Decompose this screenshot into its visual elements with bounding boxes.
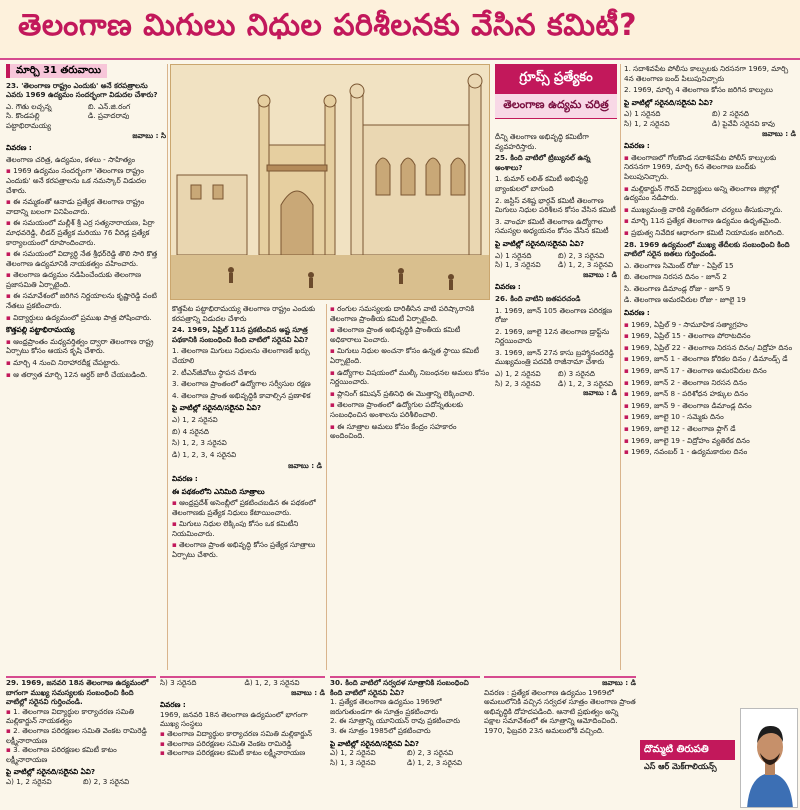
question-29-options xyxy=(6,777,156,787)
statement: 1. కుమార్ లలిత్ కమిటీ అభివృద్ధి బ్యాంకులలో బాగుంది xyxy=(495,174,589,193)
paragraph: ▪ తెలంగాణ ప్రాంత అభివృద్ధికి ప్రాంతీయ కమిటీ అధికారాలు పెంచారు. xyxy=(330,325,490,344)
column-2 xyxy=(172,304,322,670)
pair-item: సి. తెలంగాణ డిమాండ్ల రోజు - జూన్ 9 xyxy=(624,283,731,293)
explanation-bullet: ▪ ఆంధ్రప్రదేశ్ అసెంబ్లీలో ప్రకటించబడిన ఈ పథకంలో తెలంగాణకు ప్రత్యేక నిధులు కేటాయించారు. xyxy=(172,498,322,517)
option-b: బి) 4 సరైనది xyxy=(172,426,209,436)
answer-23: జవాబు : సి xyxy=(132,130,166,140)
question-29-options-continued xyxy=(160,678,325,688)
paragraph: ▪ ఉద్యోగాల విషయంలో ముల్కీ నిబంధనల అమలు కోసం నిర్ణయించారు. xyxy=(330,368,490,387)
bottom-column-1 xyxy=(6,676,156,810)
explanation-bullet: ▪ ఈ సమయంలో విద్యార్థి నేత శ్రీధర్‌రెడ్డి తొలి సారి కొత్త తెలంగాణ ఉద్యమానికి నాయకత్వం వహించారు. xyxy=(6,249,166,268)
statement: 2. ఈ సూత్రాన్ని యూనియన్ రావు ప్రకటించారు xyxy=(330,716,460,726)
pair-item: బి. తెలంగాణ నిరసన దినం - జూన్ 2 xyxy=(624,272,727,282)
column-divider xyxy=(326,304,327,670)
paragraph: ▪ రంగుల సమస్యలకు దారితీసిన వాటి పరిష్కారానికి తెలంగాణ ప్రాంతీయ కమిటీ ఏర్పాటైంది. xyxy=(330,304,490,323)
date-item: ▪ 1969, ఏప్రిల్ 15 - తెలంగాణ పోరాటదినం xyxy=(624,331,796,341)
date-item: ▪ 1969, జూన్ 17 - తెలంగాణ అమరవీరుల దినం xyxy=(624,366,796,376)
date-item: ▪ 1969, జూన్ 1 - తెలంగాణ కోరికల దినం / డిమాండ్స్ డే xyxy=(624,354,796,364)
column-divider xyxy=(167,64,168,670)
question-29: 29. 1969, జనవరి 18న తెలంగాణ ఉద్యమంలో బాగంగా ముఖ్య సమస్యలకు సంబంధించి కింది వాటిల్లో సరైనవి గుర్తించండి. xyxy=(6,678,149,707)
paragraph: ▪ ప్లానింగ్ కమిషన్ ప్రతినిధి ఈ మొత్తాన్ని లెక్కించాలి. xyxy=(330,389,490,399)
author-portrait xyxy=(741,709,798,808)
paragraph: ▪ మిగులు నిధుల అంచనా కోసం ఉన్నత స్థాయి కమిటీ ఏర్పాటైంది. xyxy=(330,346,490,365)
question-25: 25. కింది వాటిలో ట్రిబ్యునల్ ఉన్న అంశాలు? xyxy=(495,153,591,172)
question-24: 24. 1969, ఏప్రిల్ 11న ప్రకటించిన అష్ట సూత్ర పథకానికి సంబంధించి కింది వాటిలో సరైనవి ఏవి? xyxy=(172,325,309,344)
bottom-column-3 xyxy=(330,676,480,810)
question-26-options xyxy=(495,369,617,388)
explanation-bullet: ▪ ఈ నమ్మకంతో ఆనాడు ప్రత్యేక తెలంగాణ రాష్ట్రం వాదాన్ని బలంగా వినిపించారు. xyxy=(6,197,166,216)
statement: 4. తెలంగాణ ప్రాంత అభివృద్ధికి కావాల్సిన ప్రణాళిక xyxy=(172,390,311,400)
option-a: ఎ) 1, 2 సరైనవి xyxy=(330,748,376,758)
pair-item: 3. 1969, జూన్ 27న కాసు బ్రహ్మానందరెడ్డి ముఖ్యమంత్రి పదవికి రాజీనామా చేశారు xyxy=(495,347,614,367)
explanation-bullet: ▪ మార్చి 4 నుంచి నిరాహారదీక్ష చేపట్టారు. xyxy=(6,358,166,368)
option-a: ఎ) 1, 2 సరైనవి xyxy=(495,369,541,379)
question-26: 26. కింది వాటిని జతపరచండి xyxy=(495,293,581,303)
explanation-label: వివరణ : xyxy=(172,473,198,483)
explanation-bullet: ▪ ఈ సమావేశంలో జరిగిన నిర్ణయాలను కృష్ణారెడ్డి వంటి నేతలు ప్రకటించారు. xyxy=(6,291,166,310)
statement: 3. వాంఛూ కమిటీ తెలంగాణ ఉద్యోగాల సమస్యల అధ్యయనం కోసం వేసిన కమిటీ xyxy=(495,216,609,236)
statement: 1. తెలంగాణ మిగులు నిధులను తెలంగాణకే ఖర్చు చేయాలి xyxy=(172,346,310,365)
option-a: ఎ) 1 సరైనది xyxy=(624,109,661,119)
date-item: ▪ 1969, జూన్ 8 - పరిశోధన హక్కుల దినం xyxy=(624,389,796,399)
statement: ▪ 1. తెలంగాణ విద్యార్థుల కార్యాచరణ సమితి మల్లికార్జున్ నాయకత్వం xyxy=(6,707,156,726)
intro-text: దీన్ని తెలంగాణ అభివృద్ధి కమిటీగా వ్యవహరిస్తారు. xyxy=(495,132,589,151)
pair-item: 2. 1969, జూలై 12న తెలంగాణ డ్రాఫ్ట్‌ను నిర్ణయించారు xyxy=(495,326,610,346)
answer-29: జవాబు : డి xyxy=(291,687,325,697)
options-prompt: పై వాటిల్లో సరైనది/సరిైనవి ఏవి? xyxy=(172,403,262,413)
option-d: డి. ప్రవాదరావు xyxy=(88,111,130,121)
column-4 xyxy=(495,132,617,672)
question-30: 30. కింది వాటిలో సర్వదళ సూత్రానికి సంబంధించి కింది వాటిలో సరైనవి ఏవి? xyxy=(330,678,469,697)
option-c: సి) 1, 2, 3 సరైనవి xyxy=(172,438,227,448)
pair-item: డి. తెలంగాణ అమరవీరుల రోజు - జూలై 19 xyxy=(624,295,746,305)
answer-24: జవాబు : డి xyxy=(288,461,322,471)
explanation-label: వివరణ : xyxy=(624,141,650,151)
option-a: ఎ) 1, 2 సరైనవి xyxy=(6,776,52,786)
explanation-bullet: ▪ ప్రభుత్వ నివేదిక ఆధారంగా కమిటీ నియామకం జరిగింది. xyxy=(624,228,796,238)
option-c: సి) 1, 3 సరైనవి xyxy=(330,757,376,767)
column-divider xyxy=(620,64,621,670)
statement: 2. టీఎన్‌జీవోలు స్థాపన చేశారు xyxy=(172,367,257,377)
option-c: సి) 1, 3 సరైనవి xyxy=(495,260,541,270)
option-b: బి) 2, 3 సరైనవి xyxy=(83,776,130,786)
statement: 3. తెలంగాణ ప్రాంతంలో ఉద్యోగాల సర్వీసుల రక్షణ xyxy=(172,379,311,389)
explanation-bullet: ▪ తెలంగాణ ప్రాంత అభివృద్ధి కోసం ప్రత్యేక సూత్రాలు ఏర్పాటు చేశారు. xyxy=(172,540,322,559)
explanation-bullet: ▪ తెలంగాణ పరిరక్షణల కమిటీ కాటం లక్ష్మీనారాయణ xyxy=(160,748,325,758)
column-5 xyxy=(624,64,796,670)
question-23-options xyxy=(6,102,166,131)
pair-item: 1. 1969, జూన్ 105 తెలంగాణ పరిరక్షణ రోజు xyxy=(495,305,613,325)
explanation-label: వివరణ : xyxy=(6,143,32,153)
option-d: డి) 1, 2, 3, 4 సరైనవి xyxy=(172,449,237,459)
explanation-bullet: ▪ మిగులు నిధుల లెక్కింపు కోసం ఒక కమిటీని నియమించారు. xyxy=(172,519,322,538)
explanation-bullet: ▪ తెలంగాణలో గోలకొండ సదాశివపేట పోలీస్ కాల్పులకు నిరసనగా 1969, మార్చి 6న తెలంగాణ బంద్‌కు పిలుపునిచ్చారు. xyxy=(624,153,796,182)
statement: 3. ఈ సూత్రం 1985లో ప్రకటించారు xyxy=(330,725,431,735)
explanation-bullet: ▪ తెలంగాణ విద్యార్థుల కార్యాచరణ సమితి మల్లికార్జున్ xyxy=(160,729,325,739)
explanation-bullet: ▪ తెలంగాణ పరిరక్షణల సమితి వెంకట రామిరెడ్డి xyxy=(160,739,325,749)
statement: 2. జస్టిస్ వశిష్ట భార్గవ్ కమిటీ తెలంగాణ మిగులు నిధుల పరిశీలన కోసం వేసిన కమిటీ xyxy=(495,195,616,215)
question-28: 28. 1969 ఉద్యమంలో ముఖ్య తేదీలకు సంబంధించి కింది వాటిలో సరైన జతలు గుర్తించండి. xyxy=(624,239,790,259)
question-23: 23. 'తెలంగాణ రాష్ట్రం ఎందుకు' అనే కరపత్రాలను ఎవరు 1969 ఉద్యమం సందర్భంగా విడుదల చేశారు? xyxy=(6,80,158,100)
date-item: ▪ 1969, ఏప్రిల్ 22 - తెలంగాణ నిరసన దినం/ విద్రోహ దినం xyxy=(624,343,796,353)
statement: 1. సదాశివపేట పోలీసు కాల్పులకు నిరసనగా 1969, మార్చి 4న తెలంగాణ బంద్ పిలుపునిచ్చారు xyxy=(624,64,789,83)
explanation-bullet: ▪ ఆ తర్వాత మార్చి 12న ఆర్డర్ జారీ చేయబడింది. xyxy=(6,370,166,380)
bottom-column-2 xyxy=(160,676,325,810)
answer-25: జవాబు : డి xyxy=(583,269,617,279)
explanation-text: వివరణ : ప్రత్యేక తెలంగాణ ఉద్యమం 1969లో అమలులోనికి వచ్చిన సర్వదళ సూత్రం తెలంగాణ ప్రాంత అభివృద్ధికి దోహదపడింది. ఆనాటి ప్రభుత్వం అన్ని పక్షాల సమావేశంలో ఈ సూత్రాన్ని ఆమోదించింది. 1970, ఫిబ్రవరి 23న అమలులోకి వచ్చింది. xyxy=(484,687,636,735)
option-c: సి) 1, 2 సరైనవి xyxy=(624,118,670,128)
statement: ▪ 3. తెలంగాణ పరిరక్షణల కమిటీ కాటం లక్ష్మీనారాయణ xyxy=(6,745,156,764)
explanation-bullet: ▪ 1969 ఉద్యమం సందర్భంగా 'తెలంగాణ రాష్ట్రం ఎందుకు' అనే కరపత్రాలను ఒక నమస్కార్ విడుదల చేశారు. xyxy=(6,166,166,195)
statement: ▪ 2. తెలంగాణ పరిరక్షణల సమితి వెంకట రామిరెడ్డి లక్ష్మీనారాయణ xyxy=(6,726,156,745)
bottom-column-4 xyxy=(484,676,636,810)
explanation-bullet: ▪ మల్లికార్జున్ గౌరవ్ విద్యార్థులు అన్ని తెలంగాణ జిల్లాల్లో ఉద్యమం నడిపారు. xyxy=(624,184,796,203)
options-prompt: పై వాటిల్లో సరైనది/సరిైనవి ఏవి? xyxy=(6,767,96,777)
answer-26: జవాబు : డి xyxy=(583,388,617,398)
question-30-options xyxy=(330,748,480,767)
subheading: ఈ పథకంలోని ఎనిమిది సూత్రాలు xyxy=(172,486,265,496)
column-1 xyxy=(6,64,166,670)
option-c: సి. కొండపల్లి పట్టాభిరామయ్య xyxy=(6,111,52,130)
author-photo xyxy=(740,708,798,808)
option-d: డి) పైవేవీ సరైనవి కావు xyxy=(712,118,775,128)
explanation-bullet: ▪ విద్యార్థులు ఉద్యమంలో ప్రముఖ పాత్ర పోషించారు. xyxy=(6,313,166,323)
explanation-label: వివరణ : xyxy=(160,700,186,710)
hyderabad-sketch xyxy=(171,65,490,300)
date-item: ▪ 1969, నవంబర్ 1 - ఉద్యమకారుల దినం xyxy=(624,447,796,457)
image-caption: కొత్తపేట పట్టాభిరామయ్య తెలంగాణ రాష్ట్రం ఎందుకు కరపత్రాన్ని విడుదల చేశారు xyxy=(172,304,316,323)
author-box xyxy=(640,700,800,810)
explanation-label: వివరణ : xyxy=(495,282,521,292)
paragraph: ▪ ఈ సూత్రాల అమలు కోసం కేంద్రం సహకారం అందించింది. xyxy=(330,422,490,441)
page-title: తెలంగాణ మిగులు నిధుల పరిశీలనకు వేసిన కమిటీ? xyxy=(18,8,638,43)
groups-special-box xyxy=(495,64,617,128)
options-prompt: పై వాటిల్లో సరైనది/సరిైనవి ఏవి? xyxy=(495,238,585,248)
answer-30: జవాబు : డి xyxy=(602,678,636,687)
subheading: కొత్తపల్లి పట్టాభిరామయ్య xyxy=(6,325,75,335)
charminar-illustration xyxy=(170,64,490,300)
option-c: సి) 3 సరైనది xyxy=(160,678,197,687)
headline-banner xyxy=(0,0,800,60)
option-a: ఎ) 1, 2 సరైనవి xyxy=(172,414,218,424)
date-item: ▪ 1969, జూలై 12 - తెలంగాణ ఫ్లాగ్ డే xyxy=(624,424,796,434)
date-item: ▪ 1969, జూన్ 9 - తెలంగాణ డిమాండ్ల దినం xyxy=(624,401,796,411)
explanation-text: తెలంగాణ చరిత్ర, ఉద్యమం, కళలు - సాహిత్యం xyxy=(6,154,136,164)
option-b: బి) 2 సరైనది xyxy=(712,109,749,119)
explanation-text: 1969, జనవరి 18న తెలంగాణ ఉద్యమంలో భాగంగా ముఖ్య సంస్థలు xyxy=(160,709,308,729)
date-item: ▪ 1969, జూలై 19 - విద్రోహం వ్యతిరేక దినం xyxy=(624,436,796,446)
explanation-bullet: ▪ ముఖ్యమంత్రి వారికి వ్యతిరేకంగా చర్యలు తీసుకున్నారు. xyxy=(624,205,796,215)
explanation-bullet: ▪ మార్చి 11న ప్రత్యేక తెలంగాణ ఉద్యమం ఉధృతమైంది. xyxy=(624,216,796,226)
answer-27: జవాబు : డి xyxy=(762,128,796,138)
explanation-bullet: ▪ తెలంగాణ ఉద్యమం నడిపించేందుకు తెలంగాణ ప్రజాసమితి ఏర్పాటైంది. xyxy=(6,270,166,289)
options-prompt: పై వాటిల్లో సరైనది/సరిైనవి ఏవి? xyxy=(624,97,714,107)
pair-item: ఎ. తెలంగాణ సిమెంట్ రోజు - ఏప్రిల్ 15 xyxy=(624,260,734,270)
question-25-options xyxy=(495,251,617,270)
options-prompt: పై వాటిల్లో సరైనది/సరిైనవి ఏవి? xyxy=(330,738,420,748)
groups-special-title: గ్రూప్స్ ప్రత్యేకం xyxy=(495,64,617,94)
question-27-options xyxy=(624,109,796,128)
date-item: ▪ 1969, ఏప్రిల్ 9 - సామూహిక సత్యాగ్రహం xyxy=(624,320,796,330)
option-b: బి) 2, 3 సరైనవి xyxy=(558,250,605,260)
option-a: ఎ) 1 సరైనది xyxy=(495,250,532,260)
continuation-tag: మార్చి 31 తరువాయి xyxy=(6,64,107,78)
option-d: డి) 1, 2, 3 సరైనవి xyxy=(407,757,463,767)
author-role: ఎస్ ఆర్ మెక్‌గాలియన్స్ xyxy=(644,762,717,771)
option-a: ఎ. గౌతు లచ్చన్న xyxy=(6,101,52,111)
paragraph: ▪ తెలంగాణ ప్రాంతంలో ఉద్యోగుల పదోన్నతులకు సంబంధించిన అంశాలను పరిశీలించాలి. xyxy=(330,400,490,419)
option-d: డి) 1, 2, 3 సరైనవి xyxy=(558,260,614,270)
author-name: దొమ్మటి తిరుపతి xyxy=(640,740,735,760)
option-c: సి) 2, 3 సరైనవి xyxy=(495,378,541,388)
statement: 1. ప్రత్యేక తెలంగాణ ఉద్యమం 1969లో జరుగుతుండగా ఈ సూత్రం ప్రకటించారు xyxy=(330,697,442,716)
column-3 xyxy=(330,304,490,670)
option-d: డి) 1, 2, 3 సరైనవి xyxy=(558,378,614,388)
date-item: ▪ 1969, జూలై 10 - సమ్మెకు దినం xyxy=(624,412,796,422)
option-b: బి) 2, 3 సరైనవి xyxy=(407,748,454,758)
statement: 2. 1969, మార్చి 4 తెలంగాణ కోసం జరిగిన కాల్పులు xyxy=(624,85,773,95)
option-b: బి) 3 సరైనది xyxy=(558,369,595,379)
explanation-bullet: ▪ ఆంధ్రప్రాంతం మధ్యవర్తిత్వం ద్వారా తెలంగాణ రాష్ట్ర ఏర్పాటు కోసం ఆయన కృషి చేశారు. xyxy=(6,337,166,356)
option-b: బి. ఎన్.జి.రంగ xyxy=(88,101,131,111)
section-subtitle: తెలంగాణ ఉద్యమ చరిత్ర xyxy=(495,94,617,119)
explanation-label: వివరణ : xyxy=(624,308,650,318)
explanation-bullet: ▪ ఈ సమయంలో మల్లీశ్ శ్రీ ఎర్ర సత్యనారాయణ, పిర్రా మాధవరెడ్డి, లీడర్ ప్రత్యేక మరియు 76 వీరెడ్ల ప్రత్యేక కార్యాలయంలో రూపొందించారు. xyxy=(6,218,166,247)
date-item: ▪ 1969, జూన్ 2 - తెలంగాణ నిరసన దినం xyxy=(624,378,796,388)
option-d: డి) 1, 2, 3 సరైనవి xyxy=(244,678,300,687)
